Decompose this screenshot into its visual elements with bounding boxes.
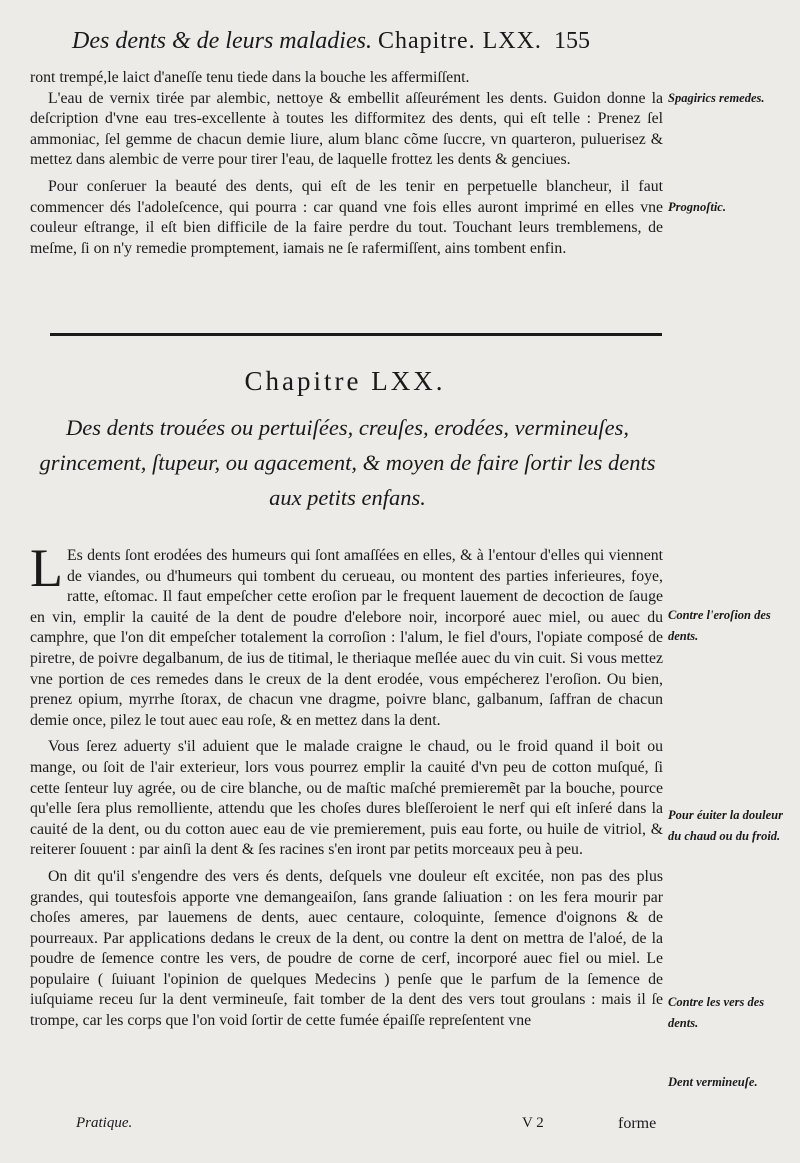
running-title: Des dents & de leurs maladies. <box>72 28 372 54</box>
chapter-subtitle: Des dents trouées ou pertuiſées, creuſes, erodées, vermineuſes, grincement, ſtupeur, ou agacement, & moyen de faire ſortir les dents aux petits enfans. <box>39 415 656 510</box>
top-text-block <box>30 68 663 259</box>
margin-note-worms: Contre les vers des dents. <box>668 995 765 1030</box>
margin-note-spagirics: Spagirics remedes. <box>668 91 765 105</box>
chapter-title: Chapitre LXX. <box>244 366 446 396</box>
page-number: 155 <box>553 28 590 54</box>
margin-note-prognostic: Prognoſtic. <box>668 200 726 214</box>
paragraph: On dit qu'il s'engendre des vers és dents, deſquels vne douleur eſt excitée, non pas des plus grandes, qui toutesfois apporte vne demangeaiſon, ſans grande ſaliuation : on les fera mourir par choſes ameres, par lauemens de dents, auec centaure, coloquinte, ſemence d'oignons & de pourreaux. Par applications dedans le creux de la dent, ou contre la dent on mettra de l'aloé, de la poudre de ſemence contre les vers, de poudre de corne de cerf, incorporé auec fiel ou miel. Le populaire ( ſuiuant l'opinion de quelques Medecins ) penſe que le parfum de la ſemence de iuſquiame receu ſur la dent vermineuſe, fait tomber de la dent des vers tout groulans : mais il ſe trompe, car les corps que l'on void ſortir de cette fumée épaiſſe repreſentent vne <box>30 867 663 1030</box>
body-text-block <box>30 538 663 1032</box>
paragraph: Pour conſeruer la beauté des dents, qui eſt de les tenir en perpetuelle blancheur, il faut commencer dés l'adoleſcence, qui pourra : car quand vne fois elles auront imprimé en elles vne couleur eſtrange, il eſt bien difficile de la faire perdre du tout. Touchant leurs tremblemens, de meſme, ſi on n'y remedie promptement, iamais ne ſe rafermiſſent, ains tombent enfin. <box>30 177 663 257</box>
paragraph-text: Es dents ſont erodées des humeurs qui ſont amaſſées en elles, & à l'entour d'elles qui viennent de viandes, ou d'humeurs qui tombent du cerueau, ou montent des parties inferieures, foye, ratte, eſtomac. Il faut empeſcher cette eroſion par le frequent lauement de decoction de ſauge en vin, emplir la cauité de la dent de poudre d'elebore noir, incorporé auec miel, ou auec du camphre, que l'on dit empeſcher totalement la corroſion : l'alum, le fiel d'ours, l'opiate composé de piretre, de poivre degalbanum, de ius de titimal, le theriaque meſlée auec du vin cuit. Si vous mettez vne portion de ces remedes dans le creux de la dent erodée, vous empécherez l'eroſion. Ou bien, prenez opium, myrrhe ſtorax, de chacun vne dragme, poivre blanc, galbanum, ſaffran de chacun demie once, pilez le tout auec eau roſe, & en mettez dans la dent. <box>30 547 663 729</box>
catchword: forme <box>618 1115 657 1132</box>
header-chapter: Chapitre. LXX. <box>377 28 542 54</box>
section-divider <box>50 333 662 336</box>
paragraph: Vous ſerez aduerty s'il aduient que le malade craigne le chaud, ou le froid quand il boit ou mange, ou ſoit de l'air exterieur, lors vous pourrez emplir la cauité d'vn peu de cotton muſqué, ſi cette ſenteur luy agrée, ou de cire blanche, ou de maſtic maſché premieremẽt par la bouche, pource qu'elle ſera plus remolliente, attendu que les choſes dures bleſſeroient le nerf qui eſt inſeré dans la cauité de la dent, ou du cotton auec eau de vie premierement, puis eau forte, ou huile de vitriol, & reiterer ſouuent : par ainſi la dent & ſes racines s'en iront par petits morceaux peu à peu. <box>30 738 663 859</box>
footer-left-word: Pratique. <box>76 1115 133 1131</box>
signature-mark: V 2 <box>522 1115 544 1131</box>
running-header <box>72 28 672 55</box>
margin-note-erosion: Contre l'eroſion des dents. <box>668 608 771 643</box>
paragraph <box>30 538 663 731</box>
margin-note-verminous: Dent vermineuſe. <box>668 1075 758 1089</box>
drop-cap: L <box>30 538 63 598</box>
paragraph: L'eau de vernix tirée par alembic, nettoye & embellit aſſeurément les dents. Guidon donne la deſcription d'vne eau tres-excellente à toutes les difformitez des dents, qui eſt telle : Prenez ſel ammoniac, ſel gemme de chacun demie liure, alum blanc cõme ſuccre, vn quarteron, puluerisez & mettez dans alembic de verre pour tirer l'eau, de laquelle frottez les dents & genciues. <box>30 89 663 169</box>
margin-note-hot-cold: Pour éuiter la douleur du chaud ou du froid. <box>668 808 783 843</box>
paragraph: ront trempé,le laict d'aneſſe tenu tiede dans la bouche les affermiſſent. <box>30 69 470 86</box>
